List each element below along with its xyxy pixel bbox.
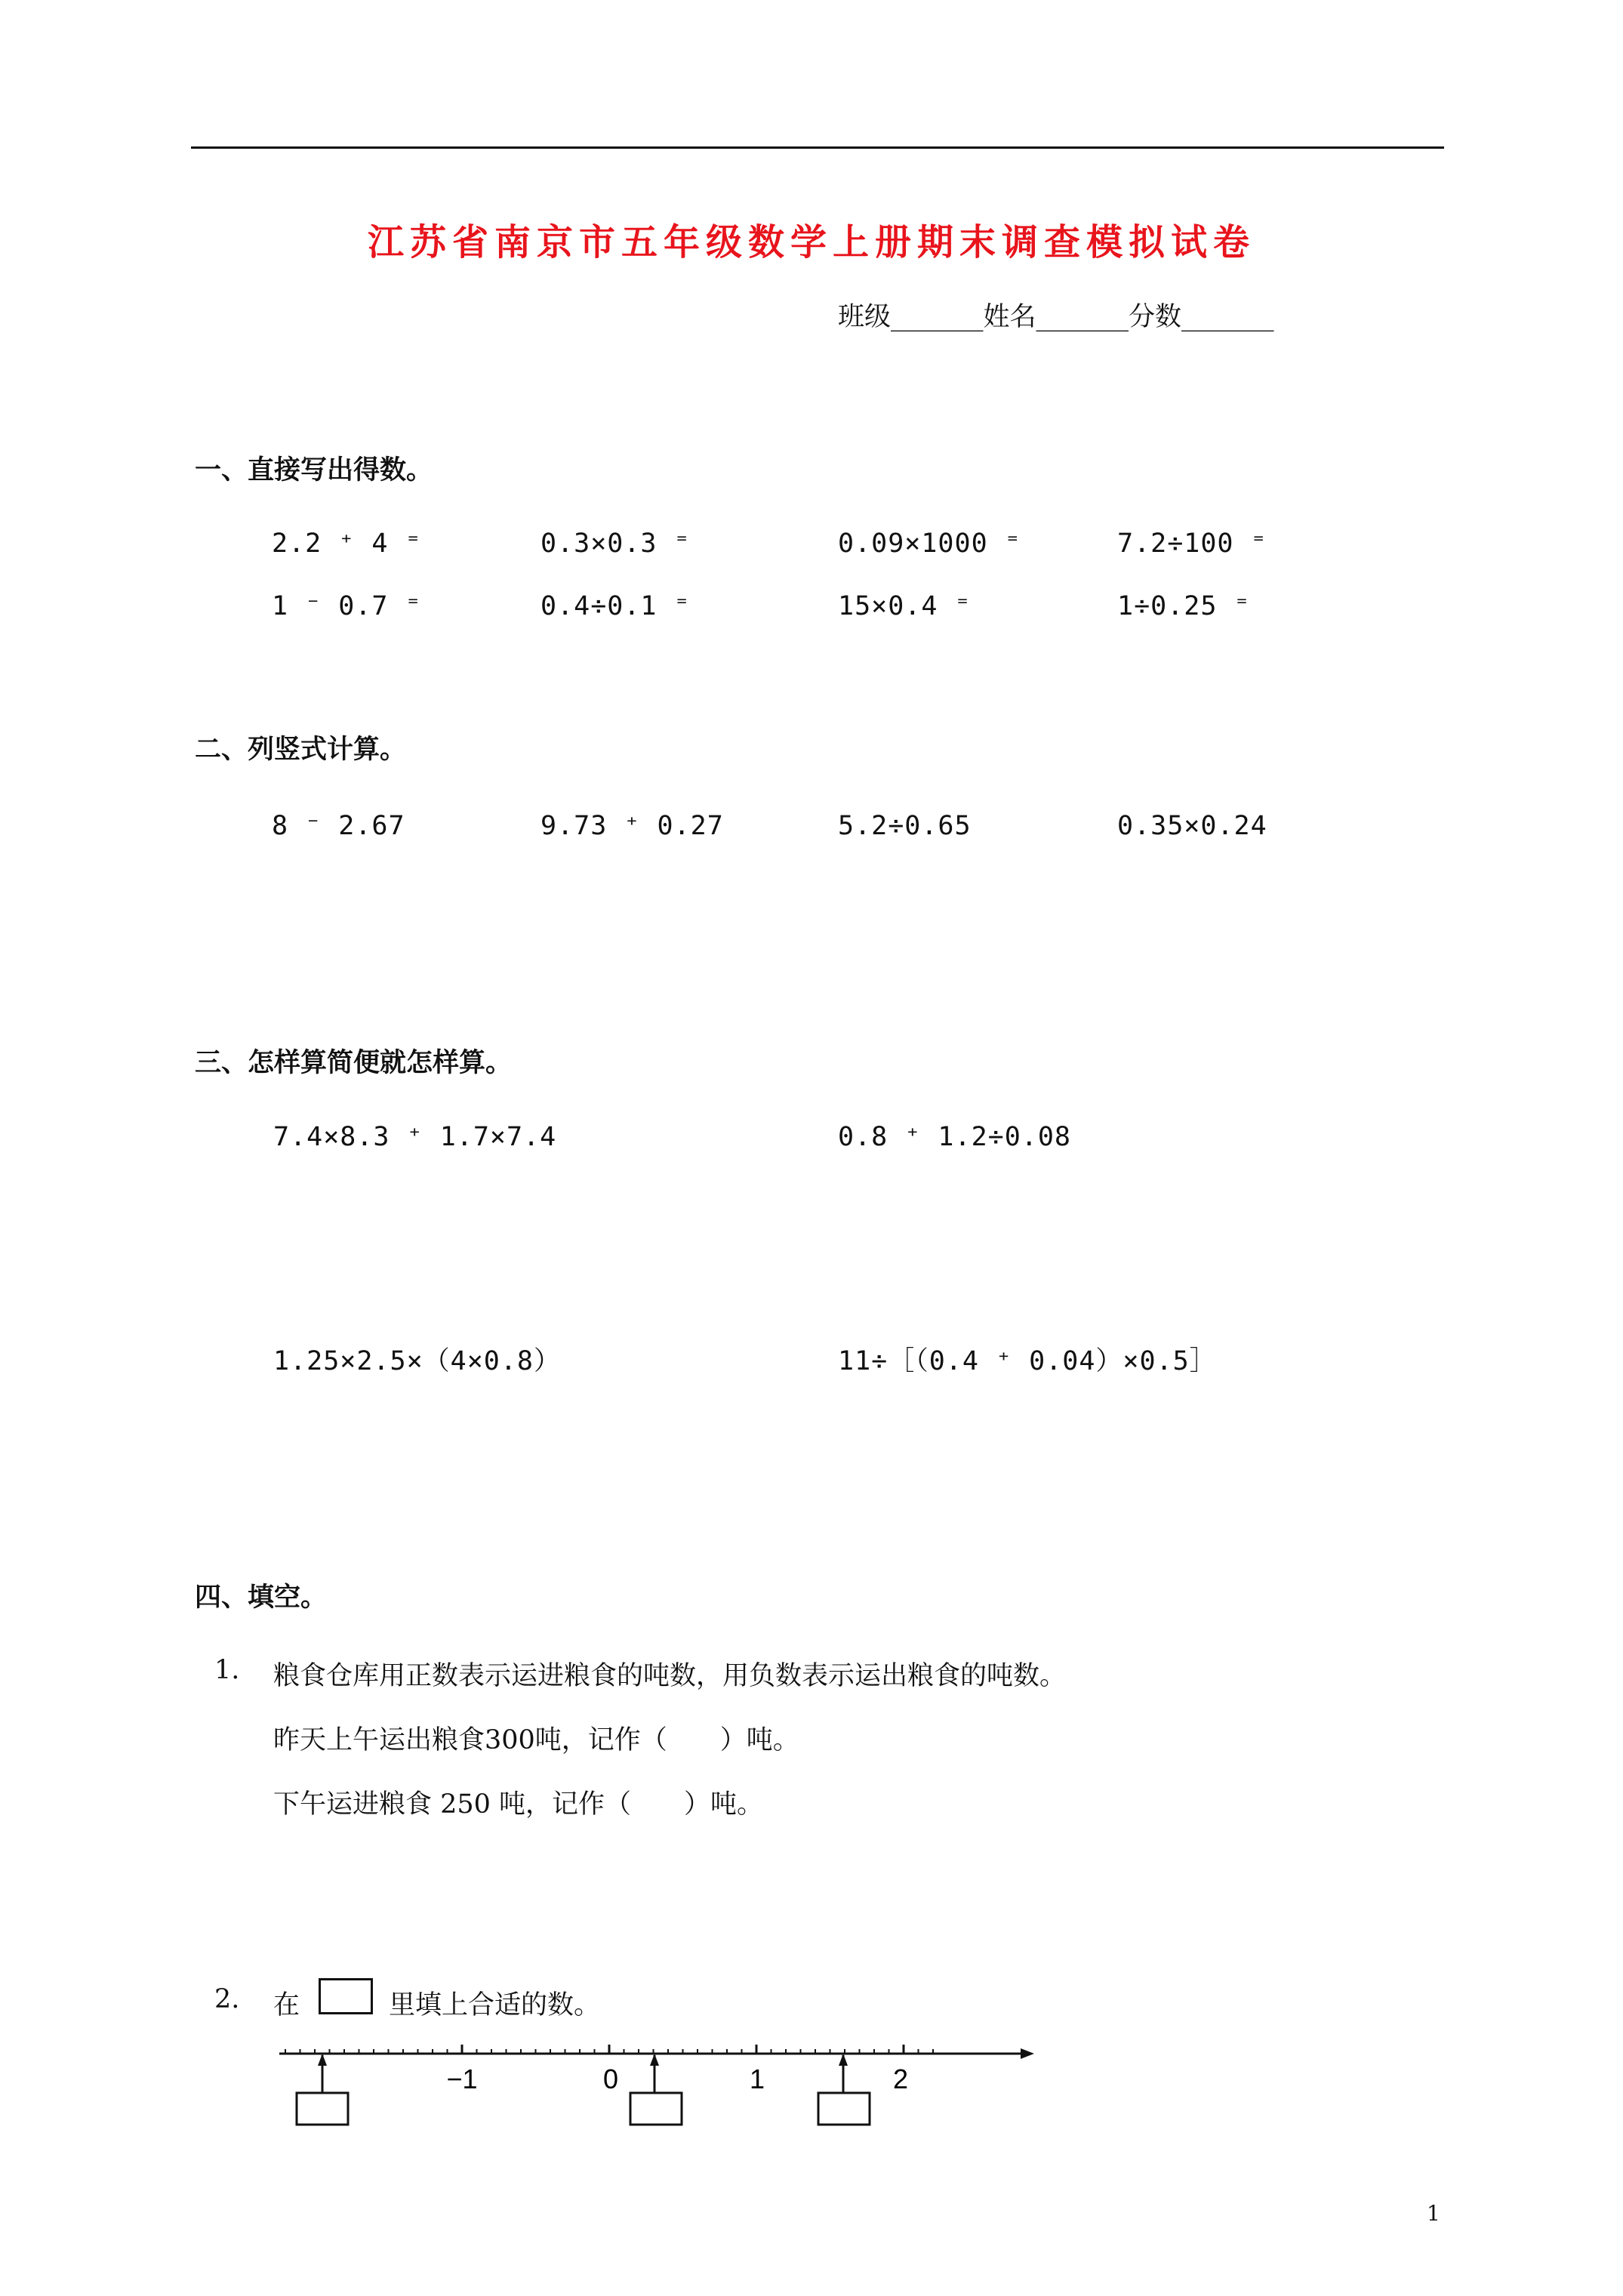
axis-label-1: 1 [749, 2063, 765, 2094]
q2-suffix: 里填上合适的数。 [389, 1990, 601, 2020]
answer-box-2 [630, 2093, 682, 2125]
q2-number: 2. [214, 1984, 240, 2014]
top-rule [191, 146, 1444, 149]
s2-item-4: 0.35×0.24 [1117, 811, 1267, 841]
number-line-figure [272, 2031, 1057, 2144]
number-line-ticks [285, 2045, 933, 2054]
section-1-title: 一、直接写出得数。 [195, 455, 433, 485]
s3-item-1: 7.4×8.3 ⁺ 1.7×7.4 [273, 1122, 557, 1152]
axis-label-2: 2 [892, 2063, 909, 2094]
section-3-title: 三、怎样算简便就怎样算。 [195, 1047, 513, 1078]
number-line-arrowhead [1021, 2048, 1034, 2059]
axis-label-0: 0 [602, 2063, 619, 2094]
s2-item-2: 9.73 ⁺ 0.27 [540, 811, 724, 841]
s1-item-4: 7.2÷100 ⁼ [1117, 529, 1267, 559]
section-2-title: 二、列竖式计算。 [195, 734, 407, 765]
student-info-line: 班级_______姓名_______分数_______ [838, 302, 1274, 332]
s1-item-5: 1 ⁻ 0.7 ⁼ [272, 591, 422, 621]
page-number: 1 [1427, 2201, 1440, 2226]
pointer-arrow-2 [650, 2054, 659, 2066]
answer-box-1 [297, 2093, 348, 2125]
q2-prefix: 在 [273, 1990, 300, 2020]
q1-line-3: 下午运进粮食 250 吨，记作（ ）吨。 [273, 1789, 764, 1820]
section-4-title: 四、填空。 [195, 1582, 328, 1613]
s1-item-8: 1÷0.25 ⁼ [1117, 591, 1251, 621]
s3-item-4: 11÷［（0.4 ⁺ 0.04）×0.5］ [838, 1346, 1217, 1376]
s2-item-3: 5.2÷0.65 [838, 811, 972, 841]
s2-item-1: 8 ⁻ 2.67 [272, 811, 405, 841]
page-title: 江苏省南京市五年级数学上册期末调查模拟试卷 [367, 221, 1255, 264]
s1-item-7: 15×0.4 ⁼ [838, 591, 972, 621]
s3-item-2: 0.8 ⁺ 1.2÷0.08 [838, 1122, 1072, 1152]
s1-item-1: 2.2 ⁺ 4 ⁼ [272, 529, 422, 559]
q1-line-1: 粮食仓库用正数表示运进粮食的吨数，用负数表示运出粮食的吨数。 [273, 1661, 1067, 1691]
s1-item-6: 0.4÷0.1 ⁼ [540, 591, 691, 621]
s1-item-3: 0.09×1000 ⁼ [838, 529, 1021, 559]
s3-item-3: 1.25×2.5×（4×0.8） [273, 1346, 562, 1376]
answer-box-sample [319, 1978, 373, 2014]
pointer-arrow-1 [318, 2054, 327, 2066]
axis-label-neg1: −1 [446, 2063, 478, 2094]
q1-line-2: 昨天上午运出粮食300吨，记作（ ）吨。 [273, 1725, 799, 1755]
answer-box-3 [818, 2093, 870, 2125]
pointer-arrow-3 [839, 2054, 848, 2066]
s1-item-2: 0.3×0.3 ⁼ [540, 529, 691, 559]
q1-number: 1. [214, 1655, 240, 1685]
